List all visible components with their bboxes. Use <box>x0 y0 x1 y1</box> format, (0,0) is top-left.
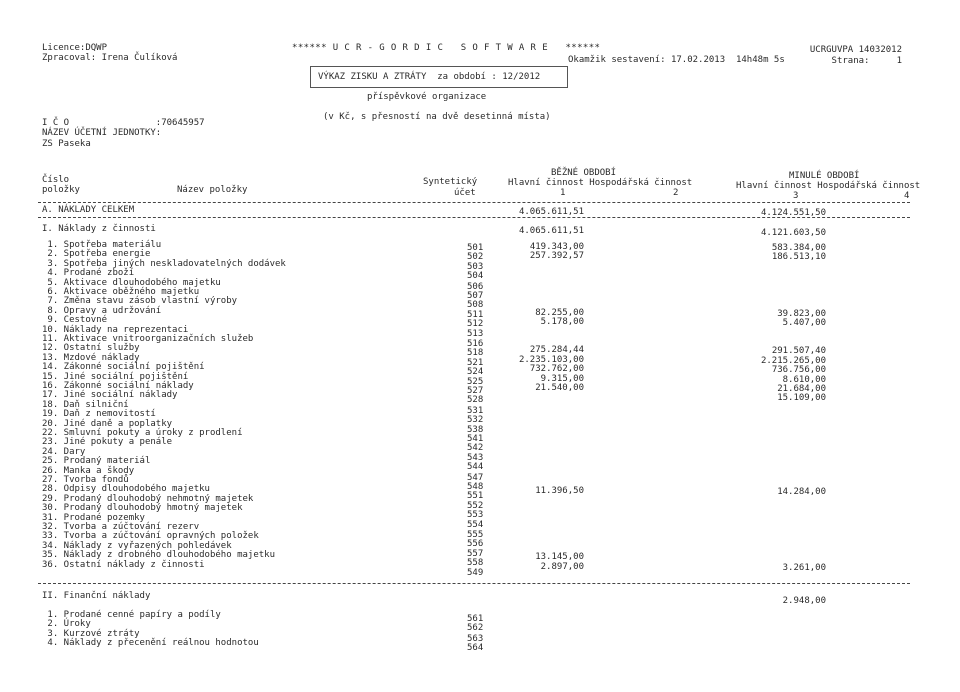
col-bezne-obdobi: BĚŽNÉ OBDOBÍ <box>551 168 617 178</box>
section-ii-c3: 2.948,00 <box>782 596 826 606</box>
section-i-end-separator <box>38 583 910 584</box>
col-minule-sub: Hlavní činnost Hospodářská činnost <box>736 181 921 191</box>
col-ucet: účet <box>454 188 476 198</box>
row-account: 554 <box>467 519 484 530</box>
row-account: 564 <box>467 643 484 654</box>
row-account: 541 <box>467 434 484 444</box>
row-minule-hlavni: 21.684,00 <box>777 384 826 394</box>
header-separator <box>38 202 910 203</box>
row-name: 27. Tvorba fondů <box>42 475 129 485</box>
row-name: 6. Aktivace oběžného majetku <box>42 287 200 297</box>
row-minule-hlavni: 2.215.265,00 <box>760 355 826 366</box>
row-name: 25. Prodaný materiál <box>42 456 151 467</box>
section-i-row <box>0 224 960 238</box>
report-title-box <box>310 66 568 88</box>
section-ii-row <box>0 591 960 606</box>
col-n4: 4 <box>904 191 910 201</box>
row-account: 528 <box>467 395 484 406</box>
row-name: 22. Smluvní pokuty a úroky z prodlení <box>42 428 243 438</box>
row-account: 501 <box>467 243 484 253</box>
row-minule-hlavni: 736.756,00 <box>771 365 826 376</box>
row-name: 3. Kurzové ztráty <box>42 628 140 639</box>
row-name: 17. Jiné sociální náklady <box>42 390 178 401</box>
row-account: 542 <box>467 443 484 454</box>
section-a-c1: 4.065.611,51 <box>518 207 584 217</box>
row-name: 33. Tvorba a zúčtování opravných položek <box>42 531 259 542</box>
row-minule-hlavni: 186.513,10 <box>771 252 826 263</box>
nazev-ucetni-jednotky: NÁZEV ÚČETNÍ JEDNOTKY: <box>42 128 162 138</box>
row-name: 28. Odpisy dlouhodobého majetku <box>42 484 210 495</box>
report-subtitle: příspěvkové organizace <box>367 92 487 102</box>
row-account: 524 <box>467 367 484 378</box>
row-bezne-hlavni: 11.396,50 <box>535 486 584 497</box>
row-account: 521 <box>467 357 484 368</box>
row-name: 26. Manka a škody <box>42 465 135 476</box>
row-account: 513 <box>467 328 484 339</box>
table-row <box>0 559 960 578</box>
row-account: 503 <box>467 261 484 272</box>
page-number: Strana: 1 <box>831 56 902 66</box>
col-n1: 1 <box>560 188 566 198</box>
organizace-name: ZS Paseka <box>42 139 91 149</box>
section-i-label: I. Náklady z činnosti <box>42 224 156 234</box>
row-account: 547 <box>467 472 484 483</box>
table-row <box>0 638 960 654</box>
row-account: 555 <box>467 530 484 540</box>
col-n3: 3 <box>793 191 799 201</box>
col-n2: 2 <box>673 188 679 198</box>
row-account: 543 <box>467 452 484 463</box>
row-name: 18. Daň silniční <box>42 399 129 410</box>
row-name: 7. Změna stavu zásob vlastní výroby <box>42 296 238 307</box>
section-a-separator <box>38 217 910 218</box>
row-bezne-hlavni: 2.897,00 <box>540 561 584 572</box>
row-minule-hlavni: 5.407,00 <box>782 318 826 329</box>
col-nazev-polozky: Název položky <box>177 185 248 195</box>
row-account: 549 <box>467 567 484 578</box>
row-bezne-hlavni: 5.178,00 <box>540 317 584 328</box>
row-account: 502 <box>467 252 484 263</box>
row-name: 29. Prodaný dlouhodobý nehmotný majetek <box>42 493 254 504</box>
row-account: 538 <box>467 424 484 435</box>
row-name: 30. Prodaný dlouhodobý hmotný majetek <box>42 503 243 514</box>
row-account: 556 <box>467 539 484 550</box>
row-bezne-hlavni: 9.315,00 <box>540 373 584 384</box>
col-minule-obdobi: MINULÉ OBDOBÍ <box>789 171 860 181</box>
row-minule-hlavni: 291.507,40 <box>771 346 826 357</box>
section-ii-label: II. Finanční náklady <box>42 591 151 601</box>
report-code: UCRGUVPA 14032012 <box>809 45 902 55</box>
row-account: 525 <box>467 376 484 387</box>
section-i-c1: 4.065.611,51 <box>518 226 584 236</box>
row-bezne-hlavni: 82.255,00 <box>535 307 584 318</box>
row-account: 558 <box>467 558 484 569</box>
row-name: 4. Prodané zboží <box>42 268 135 279</box>
row-name: 31. Prodané pozemky <box>42 512 145 523</box>
section-a-c3: 4.124.551,50 <box>760 208 826 218</box>
row-name: 1. Spotřeba materiálu <box>42 240 162 250</box>
row-account: 508 <box>467 300 484 311</box>
row-account: 557 <box>467 548 484 559</box>
row-name: 35. Náklady z drobného dlouhodobého majetku <box>42 550 275 561</box>
row-name: 23. Jiné pokuty a penále <box>42 437 173 448</box>
row-name: 10. Náklady na reprezentaci <box>42 324 189 335</box>
row-account: 527 <box>467 386 484 396</box>
row-name: 1. Prodané cenné papíry a podíly <box>42 610 221 620</box>
row-name: 11. Aktivace vnitroorganizačních služeb <box>42 334 254 344</box>
row-account: 511 <box>467 309 484 320</box>
row-bezne-hlavni: 257.392,57 <box>529 251 584 262</box>
row-name: 14. Zákonné sociální pojištění <box>42 362 205 373</box>
licence-label: Licence:DQWP <box>42 43 108 53</box>
row-account: 562 <box>467 623 484 634</box>
row-name: 13. Mzdové náklady <box>42 352 140 363</box>
row-bezne-hlavni: 21.540,00 <box>535 383 584 393</box>
row-name: 24. Dary <box>42 446 86 457</box>
units-note: (v Kč, s přesností na dvě desetinná místa) <box>323 112 551 122</box>
row-name: 12. Ostatní služby <box>42 343 140 354</box>
row-account: 532 <box>467 415 484 426</box>
section-a-row <box>0 205 960 218</box>
report-title: VÝKAZ ZISKU A ZTRÁTY za období : 12/2012 <box>318 72 541 82</box>
row-account: 507 <box>467 291 484 301</box>
software-banner: ****** U C R - G O R D I C S O F T W A R E ****** <box>292 43 601 53</box>
row-bezne-hlavni: 275.284,44 <box>529 345 584 356</box>
row-account: 516 <box>467 339 484 349</box>
ico-label: I Č O :70645957 <box>42 118 205 128</box>
row-name: 19. Daň z nemovitostí <box>42 409 156 420</box>
col-polozky: položky <box>42 185 80 195</box>
row-name: 4. Náklady z přecenění reálnou hodnotou <box>42 638 259 649</box>
row-account: 518 <box>467 348 484 359</box>
row-minule-hlavni: 39.823,00 <box>777 308 826 319</box>
row-account: 552 <box>467 500 484 511</box>
row-bezne-hlavni: 732.762,00 <box>529 364 584 375</box>
row-name: 8. Opravy a udržování <box>42 305 162 316</box>
okamzik-sestaveni: Okamžik sestavení: 17.02.2013 14h48m 5s <box>568 55 785 65</box>
row-name: 16. Zákonné sociální náklady <box>42 381 194 391</box>
row-account: 504 <box>467 271 484 282</box>
row-name: 3. Spotřeba jiných neskladovatelných dodávek <box>42 258 286 269</box>
row-name: 2. Spotřeba energie <box>42 249 151 260</box>
row-account: 506 <box>467 281 484 292</box>
row-bezne-hlavni: 419.343,00 <box>529 242 584 252</box>
row-account: 563 <box>467 633 484 644</box>
row-account: 512 <box>467 319 484 330</box>
row-name: 5. Aktivace dlouhodobého majetku <box>42 277 221 288</box>
row-account: 548 <box>467 482 484 492</box>
row-name: 15. Jiné sociální pojištění <box>42 371 189 382</box>
row-account: 531 <box>467 405 484 416</box>
row-bezne-hlavni: 2.235.103,00 <box>518 354 584 365</box>
row-name: 9. Cestovné <box>42 315 108 326</box>
row-name: 36. Ostatní náklady z činnosti <box>42 559 205 570</box>
section-a-label: A. NÁKLADY CELKEM <box>42 205 135 215</box>
row-name: 2. Úroky <box>42 619 91 630</box>
row-name: 32. Tvorba a zúčtování rezerv <box>42 522 200 532</box>
col-synteticky: Syntetický <box>423 177 478 187</box>
col-bezne-sub: Hlavní činnost Hospodářská činnost <box>508 178 693 188</box>
row-minule-hlavni: 14.284,00 <box>777 487 826 498</box>
section-i-c3: 4.121.603,50 <box>760 228 826 238</box>
row-bezne-hlavni: 13.145,00 <box>535 552 584 563</box>
row-minule-hlavni: 583.384,00 <box>771 243 826 253</box>
row-account: 553 <box>467 510 484 521</box>
row-minule-hlavni: 15.109,00 <box>777 393 826 404</box>
col-cislo: Číslo <box>42 175 70 185</box>
row-name: 34. Náklady z vyřazených pohledávek <box>42 540 232 551</box>
row-minule-hlavni: 8.610,00 <box>782 374 826 385</box>
row-name: 20. Jiné daně a poplatky <box>42 418 173 429</box>
row-account: 551 <box>467 491 484 502</box>
row-account: 544 <box>467 462 484 473</box>
row-minule-hlavni: 3.261,00 <box>782 562 826 573</box>
row-account: 561 <box>467 614 484 624</box>
zpracoval-label: Zpracoval: Irena Čulíková <box>42 53 178 63</box>
